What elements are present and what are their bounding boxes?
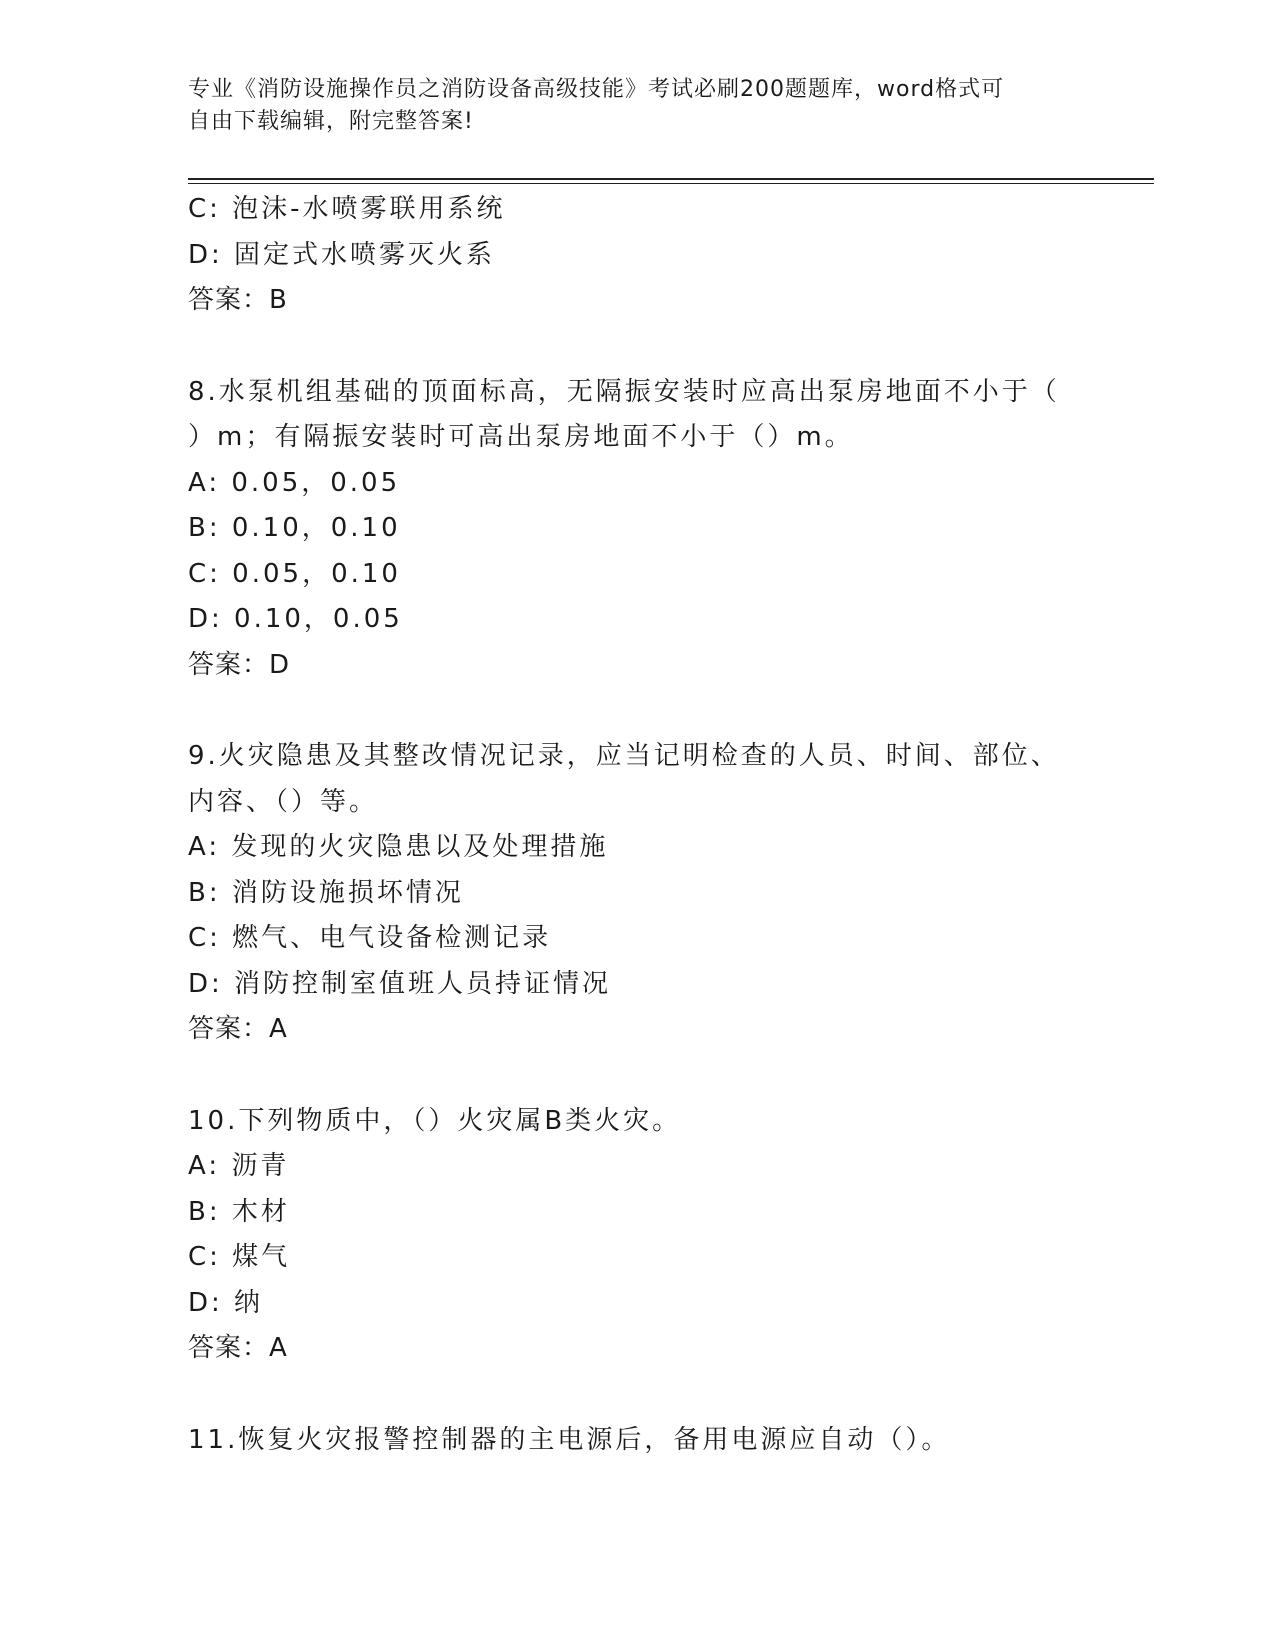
question-stem: 10.下列物质中，（）火灾属B类火灾。 xyxy=(188,1105,682,1136)
option-c: C: 0.05，0.10 xyxy=(188,558,401,589)
option-a: A: 沥青 xyxy=(188,1151,290,1181)
option-c: C: 燃气、电气设备检测记录 xyxy=(188,923,552,953)
question-9 xyxy=(188,734,1088,1053)
option-a: A: 发现的火灾隐患以及处理措施 xyxy=(188,832,609,862)
spacer xyxy=(188,1372,1088,1418)
answer-line: 答案：B xyxy=(188,285,288,315)
question-11 xyxy=(188,1418,1088,1464)
question-stem: 11.恢复火灾报警控制器的主电源后，备用电源应自动（）。 xyxy=(188,1424,951,1455)
option-b: B: 消防设施损坏情况 xyxy=(188,877,464,908)
option-c: C: 泡沫-水喷雾联用系统 xyxy=(188,194,506,224)
option-b: B: 0.10，0.10 xyxy=(188,513,401,543)
header-divider-thin xyxy=(188,183,1154,184)
answer-line: 答案：A xyxy=(188,1333,288,1363)
header-divider-thick xyxy=(188,178,1154,180)
question-7-continuation xyxy=(188,187,1088,324)
question-10 xyxy=(188,1099,1088,1372)
header-line-2: 自由下载编辑，附完整答案! xyxy=(188,109,474,134)
option-a: A: 0.05，0.05 xyxy=(188,467,401,498)
question-stem: 9.火灾隐患及其整改情况记录，应当记明检查的人员、时间、部位、 xyxy=(188,741,1060,771)
option-b: B: 木材 xyxy=(188,1196,290,1227)
question-stem: 内容、（）等。 xyxy=(188,786,379,817)
spacer xyxy=(188,688,1088,734)
question-stem: 8.水泵机组基础的顶面标高，无隔振安装时应高出泵房地面不小于（ xyxy=(188,376,1060,407)
spacer xyxy=(188,324,1088,370)
answer-line: 答案：D xyxy=(188,649,291,680)
question-8 xyxy=(188,370,1088,689)
spacer xyxy=(188,1053,1088,1099)
question-list xyxy=(188,187,1088,1463)
option-d: D: 消防控制室值班人员持证情况 xyxy=(188,968,612,999)
option-c: C: 煤气 xyxy=(188,1242,291,1272)
option-d: D: 固定式水喷雾灭火系 xyxy=(188,239,496,270)
option-d: D: 0.10，0.05 xyxy=(188,604,403,634)
option-d: D: 纳 xyxy=(188,1287,264,1318)
answer-line: 答案：A xyxy=(188,1014,288,1044)
header-line-1: 专业《消防设施操作员之消防设备高级技能》考试必刷200题题库，word格式可 xyxy=(188,77,1005,102)
question-stem: ）m；有隔振安装时可高出泵房地面不小于（）m。 xyxy=(188,422,854,452)
document-header xyxy=(188,74,1088,138)
